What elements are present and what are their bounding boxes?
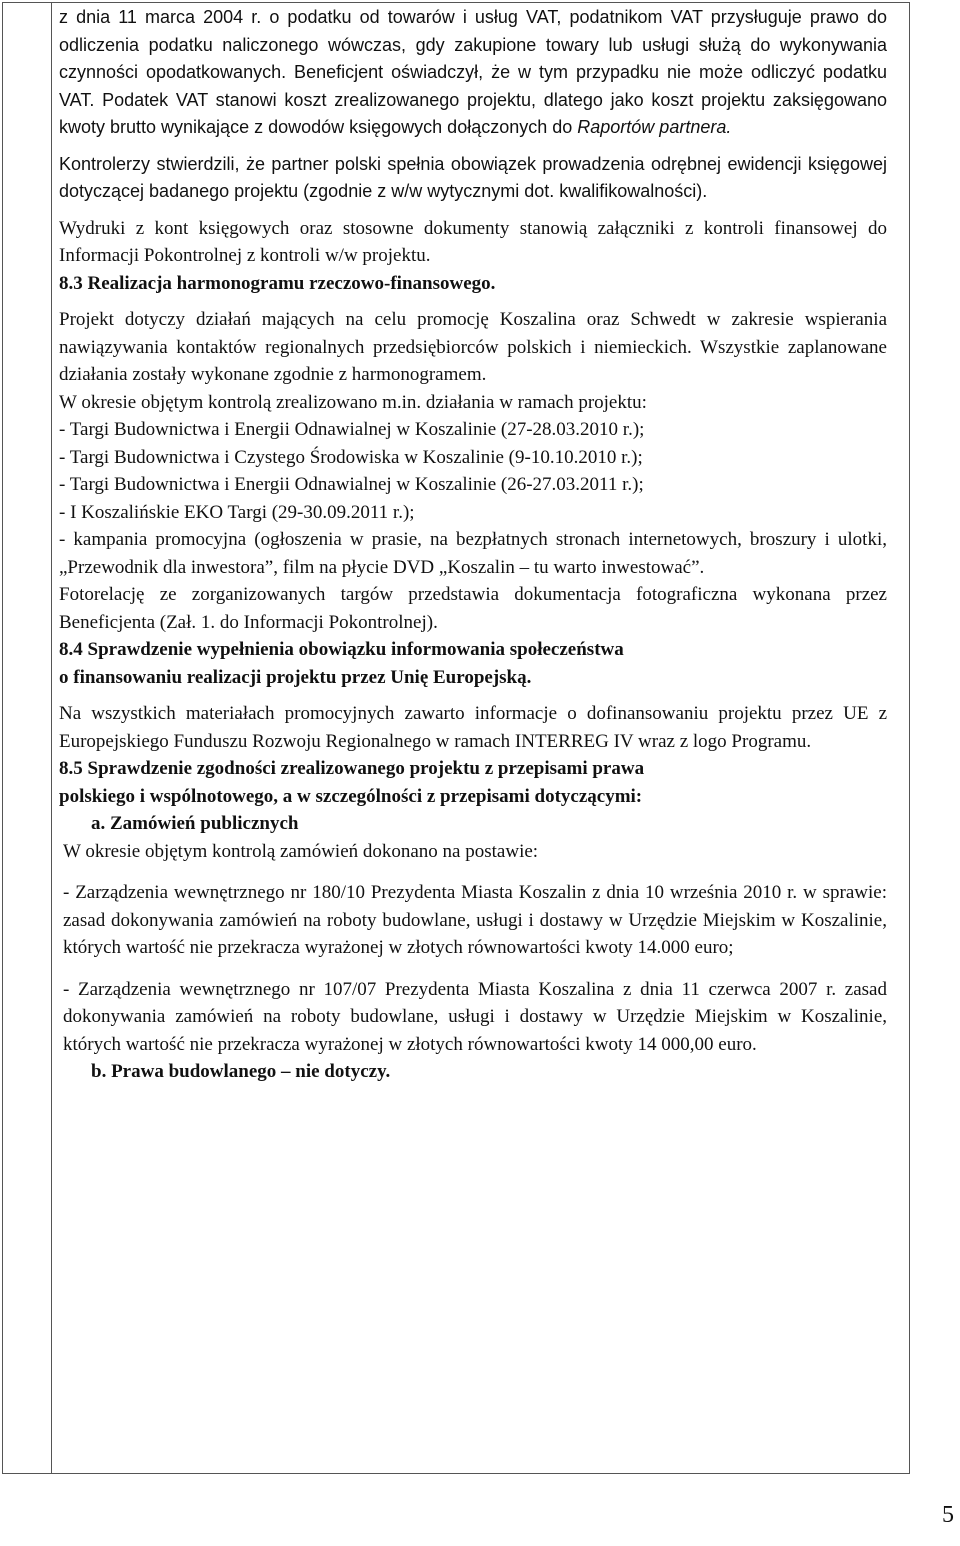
section-8-4-heading-line-1: 8.4 Sprawdzenie wypełnienia obowiązku informowania społeczeństwa xyxy=(59,639,624,660)
activities-intro: W okresie objętym kontrolą zrealizowano m.in. działania w ramach projektu: xyxy=(59,391,647,413)
campaign-item: - kampania promocyjna (ogłoszenia w prasie, na bezpłatnych stronach internetowych, broszury i ulotki, „Przewodnik dla inwestora”, film na płycie DVD „Koszalin – tu warto inwestować”. xyxy=(59,529,887,578)
section-8-5-heading-line-2: polskiego i wspólnotowego, a w szczególności z przepisami dotyczącymi: xyxy=(59,785,643,807)
margin-column-divider xyxy=(51,2,52,1474)
section-8-5-heading-line-1: 8.5 Sprawdzenie zgodności zrealizowanego projektu z przepisami prawa xyxy=(59,758,645,779)
section-8-4-heading-line-2: o finansowaniu realizacji projektu przez Unię Europejską. xyxy=(59,666,532,688)
photo-report-paragraph: Fotorelację ze zorganizowanych targów przedstawia dokumentacja fotograficzna wykonana przez Beneficjenta (Zał. 1. do Informacji Pokontrolnej). xyxy=(59,584,887,633)
procurement-intro: W okresie objętym kontrolą zamówień dokonano na postawie: xyxy=(63,840,539,862)
vat-paragraph-italic: Raportów partnera. xyxy=(577,117,732,137)
section-8-3-heading: 8.3 Realizacja harmonogramu rzeczowo-finansowego. xyxy=(59,272,496,294)
activity-item: - Targi Budownictwa i Energii Odnawialnej w Koszalinie (27-28.03.2010 r.); xyxy=(59,419,645,440)
project-paragraph: Projekt dotyczy działań mających na celu promocję Koszalina oraz Schwedt w zakresie wspierania nawiązywania kontaktów regionalnych przedsiębiorców polskich i niemieckich. Wszystkie zaplanowane działania zostały wykonane zgodnie z harmonogramem. xyxy=(59,309,887,385)
activity-item: - I Koszalińskie EKO Targi (29-30.09.2011 r.); xyxy=(59,501,415,523)
activity-item: - Targi Budownictwa i Czystego Środowiska w Koszalinie (9-10.10.2010 r.); xyxy=(59,446,643,468)
page-number: 5 xyxy=(942,1502,954,1528)
document-body xyxy=(59,4,887,1086)
procurement-item-2: - Zarządzenia wewnętrznego nr 107/07 Prezydenta Miasta Koszalina z dnia 11 czerwca 2007 r. zasad dokonywania zamówień na roboty budowlane, usługi i dostawy w Urzędzie Miejskim w Koszalinie, których wartość nie przekracza wyrażonej w złotych równowartości kwoty 14 000,00 euro. xyxy=(63,978,887,1055)
procurement-item-1: - Zarządzenia wewnętrznego nr 180/10 Prezydenta Miasta Koszalin z dnia 10 września 2010 r. w sprawie: zasad dokonywania zamówień na roboty budowlane, usługi i dostawy w Urzędzie Miejskim w Koszalinie, których wartość nie przekracza wyrażonej w złotych równowartości kwoty 14.000 euro; xyxy=(63,882,887,958)
vat-paragraph xyxy=(59,4,887,142)
subsection-a-heading: a. Zamówień publicznych xyxy=(91,813,299,834)
promo-materials-paragraph: Na wszystkich materiałach promocyjnych zawarto informacje o dofinansowaniu projektu przez UE z Europejskiego Funduszu Rozwoju Regionalnego w ramach INTERREG IV wraz z logo Programu. xyxy=(59,703,887,752)
printouts-paragraph: Wydruki z kont księgowych oraz stosowne dokumenty stanowią załączniki z kontroli finansowej do Informacji Pokontrolnej z kontroli w/w projektu. xyxy=(59,217,887,266)
records-paragraph: Kontrolerzy stwierdzili, że partner polski spełnia obowiązek prowadzenia odrębnej ewidencji księgowej dotyczącej badanego projektu (zgodnie z w/w wytycznymi dot. kwalifikowalności). xyxy=(59,153,887,201)
vat-paragraph-text: z dnia 11 marca 2004 r. o podatku od towarów i usług VAT, podatnikom VAT przysługuje prawo do odliczenia podatku naliczonego wówczas, gdy zakupione towary lub usługi służą do wykonywania czynności opodatkowanych. Beneficjent oświadczył, że w tym przypadku nie może odliczyć podatku VAT. Podatek VAT stanowi koszt zrealizowanego projektu, dlatego jako koszt projektu zaksięgowano kwoty brutto wynikające z dowodów księgowych dołączonych do xyxy=(59,7,887,137)
subsection-b-heading: b. Prawa budowlanego – nie dotyczy. xyxy=(91,1061,391,1082)
activity-item: - Targi Budownictwa i Energii Odnawialnej w Koszalinie (26-27.03.2011 r.); xyxy=(59,474,644,495)
